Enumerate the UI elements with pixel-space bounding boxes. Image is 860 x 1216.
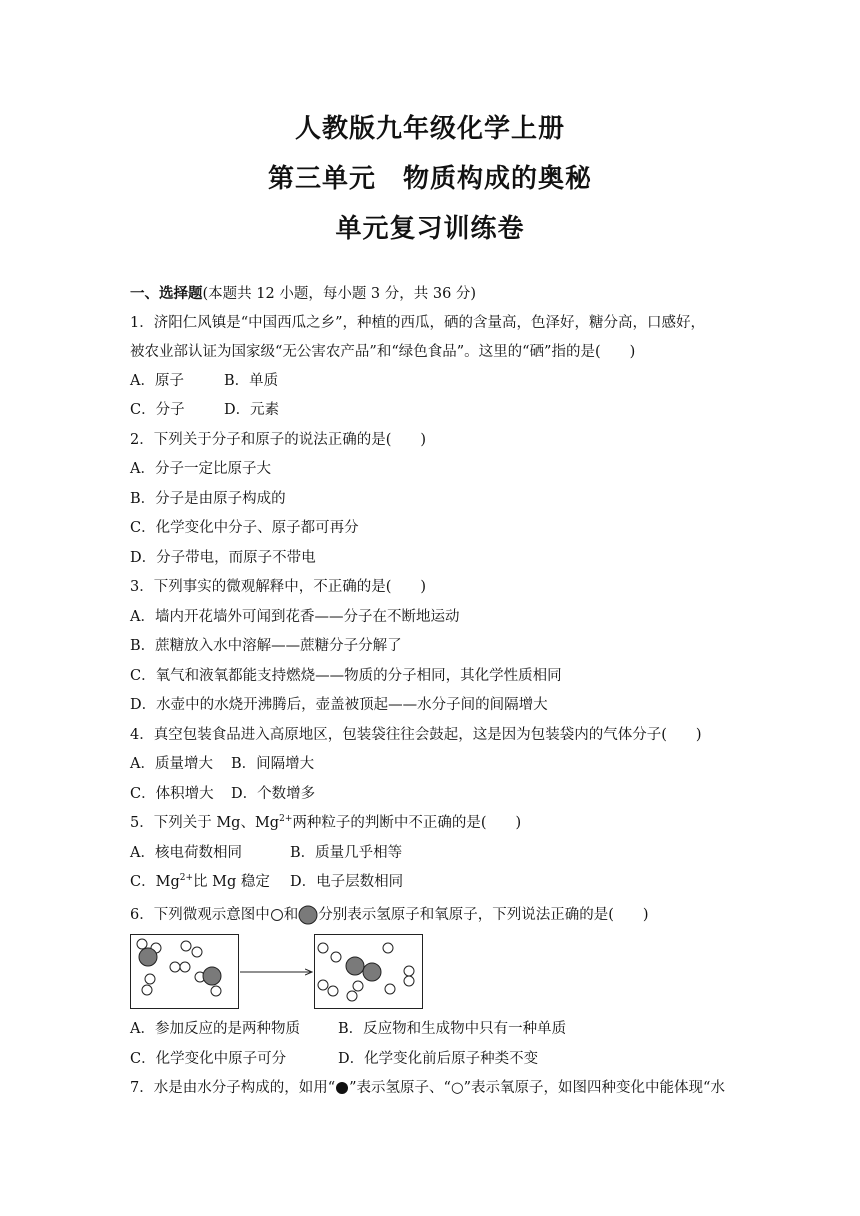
q1-option-d: D．元素 xyxy=(224,402,280,418)
q2-option-a: A．分子一定比原子大 xyxy=(130,461,271,477)
q7-stem-part2: ”表示氢原子、“○”表示氧原子，如图四种变化中能体现“水 xyxy=(349,1080,725,1096)
section-title: 一、选择题 xyxy=(130,286,203,302)
q2-option-d: D．分子带电，而原子不带电 xyxy=(130,550,316,566)
section-heading xyxy=(130,284,476,304)
oxygen-atom-icon xyxy=(298,905,318,925)
q2-option-b: B．分子是由原子构成的 xyxy=(130,491,286,507)
q1-option-c: C．分子 xyxy=(130,402,185,418)
q5-option-c-part2: 比 Mg 稳定 xyxy=(193,874,270,890)
q2-option-c: C．化学变化中分子、原子都可再分 xyxy=(130,520,359,536)
q4-option-d: D．个数增多 xyxy=(231,786,316,802)
q5-options-row2 xyxy=(130,872,403,892)
q3-stem: 3．下列事实的微观解释中，不正确的是( ) xyxy=(130,579,427,595)
q6-options-row1 xyxy=(130,1019,566,1039)
q2-stem: 2．下列关于分子和原子的说法正确的是( ) xyxy=(130,432,427,448)
q6-stem-part3: 分别表示氢原子和氧原子，下列说法正确的是( ) xyxy=(318,907,649,923)
q3-option-a: A．墙内开花墙外可闻到花香——分子在不断地运动 xyxy=(130,609,460,625)
q5-stem-part1: 5．下列关于 Mg、Mg xyxy=(130,815,280,831)
q1-options-row2 xyxy=(130,400,279,420)
q3-option-d: D．水壶中的水烧开沸腾后，壶盖被顶起——水分子间的间隔增大 xyxy=(130,697,548,713)
q6-stem-part2: 和 xyxy=(283,907,299,923)
doc-title: 人教版九年级化学上册 xyxy=(294,114,565,144)
q1-options-row1 xyxy=(130,371,278,391)
q5-stem xyxy=(130,813,521,833)
q6-option-c: C．化学变化中原子可分 xyxy=(130,1051,287,1067)
q5-option-a: A．核电荷数相同 xyxy=(130,845,242,861)
q1-option-b: B．单质 xyxy=(224,373,279,389)
q4-options-row2 xyxy=(130,784,315,804)
q1-option-a: A．原子 xyxy=(130,373,184,389)
q4-options-row1 xyxy=(130,754,314,774)
q5-option-b: B．质量几乎相等 xyxy=(290,845,403,861)
reaction-diagram xyxy=(130,934,436,1010)
q3-option-b: B．蔗糖放入水中溶解——蔗糖分子分解了 xyxy=(130,638,402,654)
q4-option-b: B．间隔增大 xyxy=(231,756,315,772)
q4-option-c: C．体积增大 xyxy=(130,786,214,802)
q6-stem xyxy=(130,905,649,925)
q6-option-b: B．反应物和生成物中只有一种单质 xyxy=(338,1021,567,1037)
q5-stem-part2: 两种粒子的判断中不正确的是( ) xyxy=(292,815,522,831)
q5-charge: 2+ xyxy=(279,814,293,825)
q3-option-c: C．氧气和液氧都能支持燃烧——物质的分子相同，其化学性质相同 xyxy=(130,668,562,684)
q6-option-d: D．化学变化前后原子种类不变 xyxy=(338,1051,539,1067)
doc-subtitle: 第三单元 物质构成的奥秘 xyxy=(267,164,592,194)
q5-option-c-part1: C．Mg xyxy=(130,874,180,890)
q7-stem-part1: 7．水是由水分子构成的，如用“ xyxy=(130,1080,336,1096)
q1-stem-line1: 1．济阳仁风镇是“中国西瓜之乡”，种植的西瓜，硒的含量高，色泽好，糖分高，口感好， xyxy=(130,315,706,331)
q6-options-row2 xyxy=(130,1049,538,1069)
q6-option-a: A．参加反应的是两种物质 xyxy=(130,1021,300,1037)
black-atom-icon xyxy=(335,1081,349,1095)
section-note: (本题共 12 小题，每小题 3 分，共 36 分) xyxy=(202,286,477,302)
q5-options-row1 xyxy=(130,843,402,863)
q1-stem-line2: 被农业部认证为国家级“无公害农产品”和“绿色食品”。这里的“硒”指的是( ) xyxy=(130,344,636,360)
doc-subtitle-2: 单元复习训练卷 xyxy=(335,214,525,244)
q7-stem xyxy=(130,1078,725,1098)
q5-option-c-charge: 2+ xyxy=(179,873,194,884)
q4-stem: 4．真空包装食品进入高原地区，包装袋往往会鼓起，这是因为包装袋内的气体分子( ) xyxy=(130,727,702,743)
hydrogen-atom-icon xyxy=(270,908,284,922)
q5-option-d: D．电子层数相同 xyxy=(290,874,404,890)
q6-stem-part1: 6．下列微观示意图中 xyxy=(130,907,270,923)
q4-option-a: A．质量增大 xyxy=(130,756,213,772)
